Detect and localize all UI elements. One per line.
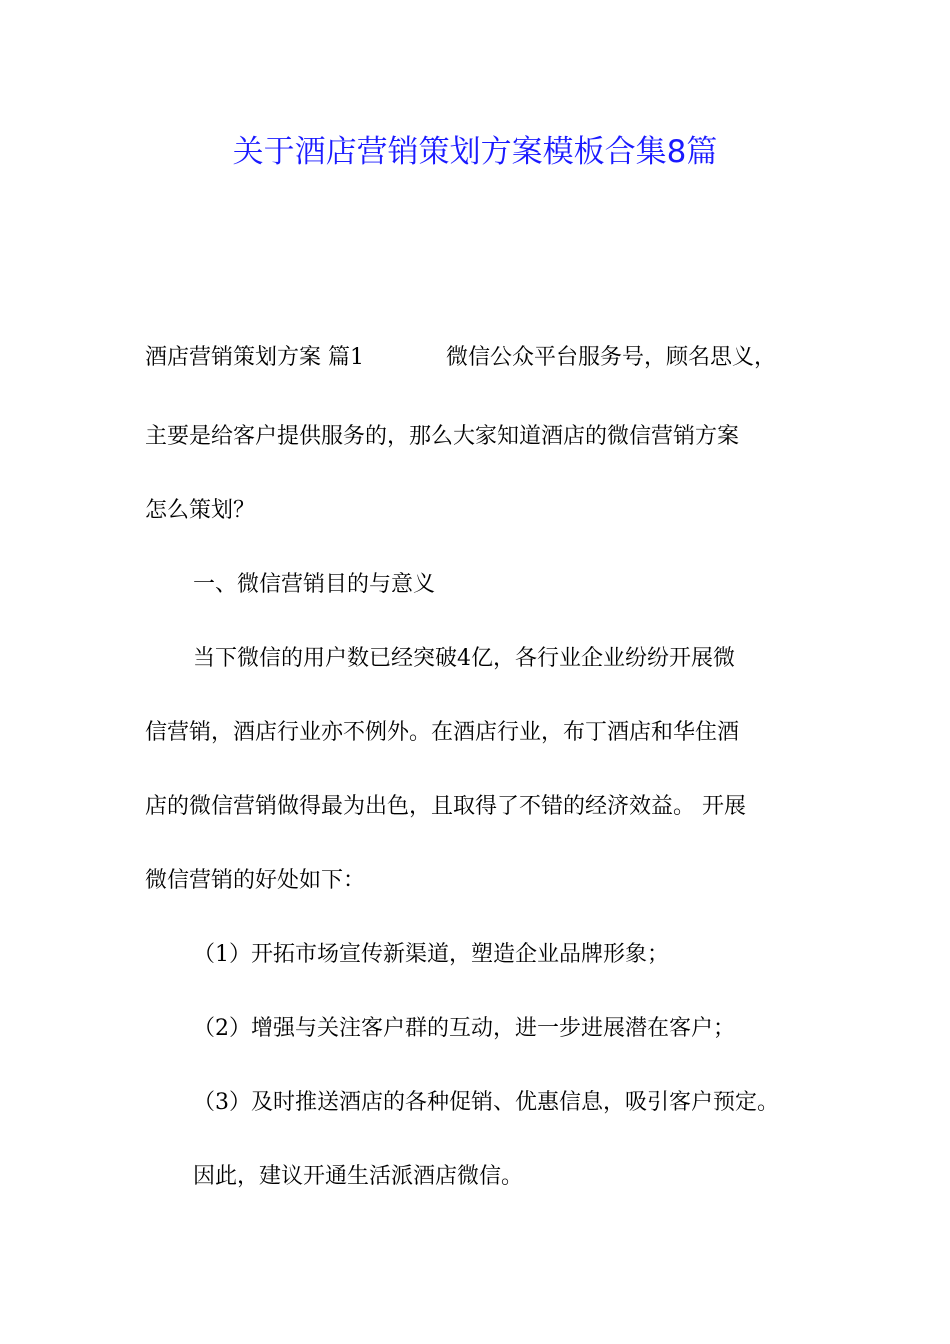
list-item-1: （1）开拓市场宣传新渠道，塑造企业品牌形象；	[193, 942, 669, 967]
list-item-2: （2）增强与关注客户群的互动，进一步进展潜在客户；	[193, 1016, 735, 1041]
document-title: 关于酒店营销策划方案模板合集8篇	[232, 134, 718, 170]
paragraph-line-6: 信营销，酒店行业亦不例外。在酒店行业，布丁酒店和华住酒	[145, 720, 740, 745]
subheading-wechat-purpose: 一、微信营销目的与意义	[193, 572, 436, 597]
paragraph-line-2: 主要是给客户提供服务的，那么大家知道酒店的微信营销方案	[145, 424, 740, 449]
paragraph-line-1	[145, 342, 776, 374]
paragraph-line-5: 当下微信的用户数已经突破4亿，各行业企业纷纷开展微	[193, 646, 735, 671]
section-heading: 酒店营销策划方案 篇1	[145, 345, 364, 370]
intro-text: 微信公众平台服务号，顾名思义，	[446, 345, 777, 370]
list-item-3: （3）及时推送酒店的各种促销、优惠信息，吸引客户预定。	[193, 1090, 779, 1115]
paragraph-line-3: 怎么策划？	[145, 498, 256, 523]
paragraph-line-8: 微信营销的好处如下：	[145, 868, 366, 893]
conclusion-line: 因此，建议开通生活派酒店微信。	[193, 1164, 524, 1189]
paragraph-line-7: 店的微信营销做得最为出色，且取得了不错的经济效益。 开展	[145, 794, 746, 819]
